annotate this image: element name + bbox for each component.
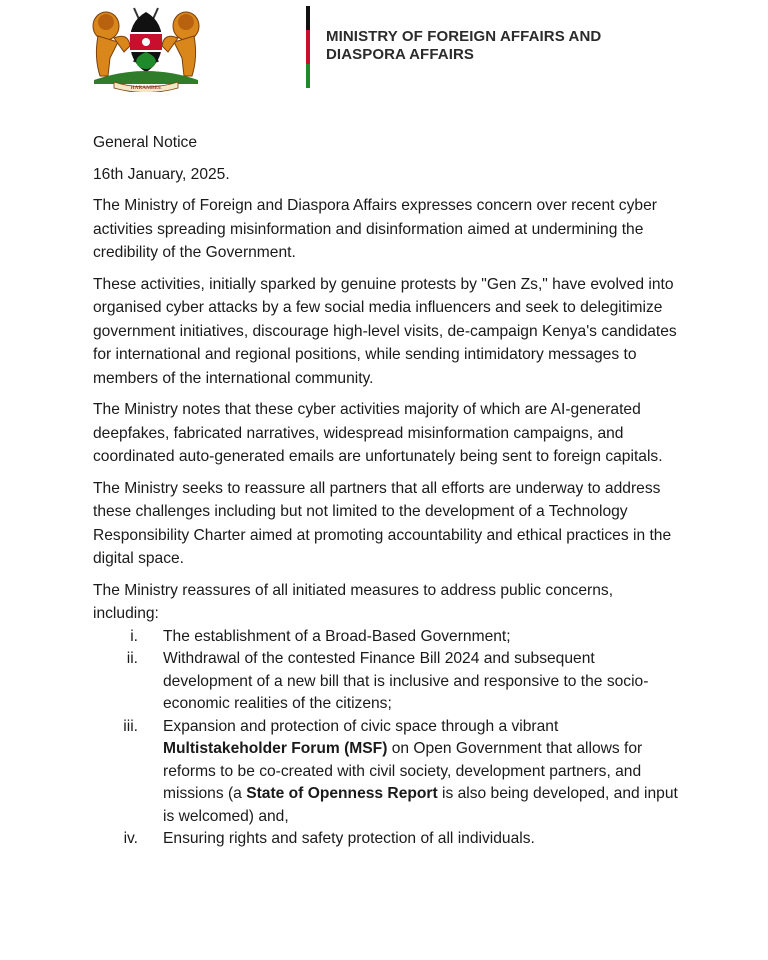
paragraph-1: The Ministry of Foreign and Diaspora Affairs expresses concern over recent cyber activities spreading misinformation and disinformation aimed at undermining the credibility of the Government.: [93, 197, 657, 261]
paragraph-3: The Ministry notes that these cyber activities majority of which are AI-generated deepfakes, fabricated narratives, widespread misinformation campaigns, and coordinated auto-generated emails are unfortunately being sent to foreign capitals.: [93, 401, 663, 465]
notice-title: General Notice: [93, 134, 198, 151]
ministry-name: [326, 28, 601, 64]
measures-list: [93, 626, 683, 851]
list-item: [93, 626, 683, 649]
ministry-name-line1: MINISTRY OF FOREIGN AFFAIRS AND: [326, 28, 602, 45]
list-text-c: is also being developed, and input is welcomed) and,: [163, 785, 678, 825]
motto-text: HARAMBEE: [130, 85, 162, 91]
letterhead: [80, 2, 740, 94]
list-number: i.: [130, 627, 138, 645]
coat-of-arms-icon: [84, 2, 208, 92]
paragraph-5: The Ministry reassures of all initiated measures to address public concerns, including:: [93, 581, 614, 622]
list-number: ii.: [126, 650, 138, 667]
notice-date: 16th January, 2025.: [93, 165, 230, 183]
ministry-name-line2: DIASPORA AFFAIRS: [326, 46, 474, 63]
list-text-a: Expansion and protection of civic space through a vibrant: [163, 717, 559, 735]
openness-report-bold: State of Openness Report: [246, 785, 438, 802]
paragraph-2: These activities, initially sparked by genuine protests by "Gen Zs," have evolved into organised cyber attacks by a few social media influencers and seek to delegitimize government initiatives, discourage high-level visits, de-campaign Kenya's candidates for international and regional positions, while sending intimidatory messages to members of the international community.: [93, 275, 677, 387]
list-text: Ensuring rights and safety protection of all individuals.: [163, 830, 535, 847]
msf-bold: Multistakeholder Forum (MSF): [163, 740, 388, 757]
paragraph-4: The Ministry seeks to reassure all partners that all efforts are underway to address these challenges including but not limited to the development of a Technology Responsibility Charter aimed at promoting accountability and ethical practices in the digital space.: [93, 479, 672, 567]
list-item: [93, 648, 683, 716]
list-text-b: on Open Government that allows for reforms to be co-created with civil society, development partners, and missions (a: [163, 740, 643, 802]
notice-body: [93, 131, 683, 851]
list-text: The establishment of a Broad-Based Government;: [163, 627, 511, 645]
list-number: iv.: [123, 830, 138, 847]
list-text: Withdrawal of the contested Finance Bill 2024 and subsequent development of a new bill that is inclusive and responsive to the socio-economic realities of the citizens;: [163, 650, 649, 712]
list-number: iii.: [123, 717, 138, 735]
flag-stripes: [306, 6, 310, 88]
list-item: [93, 828, 683, 851]
list-item: [93, 716, 683, 829]
